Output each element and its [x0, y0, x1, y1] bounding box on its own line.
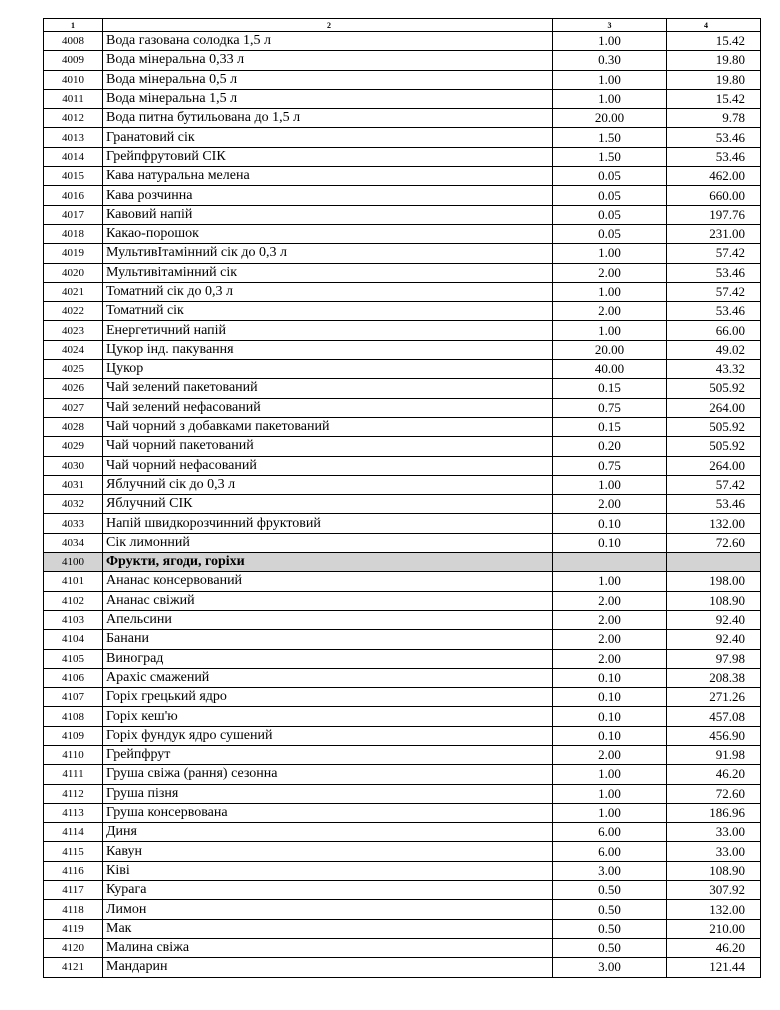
item-price-cell: 15.42 — [667, 32, 761, 51]
item-code-cell: 4109 — [44, 726, 103, 745]
table-row — [44, 745, 761, 764]
table-row — [44, 89, 761, 108]
table-row — [44, 321, 761, 340]
item-name-cell: Томатний сік — [103, 302, 553, 321]
item-quantity-cell: 1.00 — [553, 803, 667, 822]
item-price-cell: 108.90 — [667, 591, 761, 610]
item-name-cell: Грейпфрут — [103, 745, 553, 764]
item-code-cell: 4017 — [44, 205, 103, 224]
item-price-cell: 49.02 — [667, 340, 761, 359]
item-name-cell: Ананас консервований — [103, 572, 553, 591]
item-code-cell: 4105 — [44, 649, 103, 668]
item-code-cell: 4111 — [44, 765, 103, 784]
table-row — [44, 958, 761, 977]
item-name-cell: Гранатовий сік — [103, 128, 553, 147]
item-quantity-cell: 2.00 — [553, 745, 667, 764]
item-quantity-cell: 0.50 — [553, 900, 667, 919]
table-row — [44, 861, 761, 880]
item-price-cell: 53.46 — [667, 263, 761, 282]
item-name-cell: Лимон — [103, 900, 553, 919]
item-quantity-cell: 0.10 — [553, 688, 667, 707]
item-code-cell: 4101 — [44, 572, 103, 591]
table-row — [44, 649, 761, 668]
item-quantity-cell: 1.00 — [553, 89, 667, 108]
item-name-cell: Курага — [103, 881, 553, 900]
item-quantity-cell: 2.00 — [553, 495, 667, 514]
item-code-cell: 4011 — [44, 89, 103, 108]
item-code-cell: 4034 — [44, 533, 103, 552]
item-price-cell: 92.40 — [667, 630, 761, 649]
item-name-cell: Яблучний сік до 0,3 л — [103, 475, 553, 494]
table-row — [44, 340, 761, 359]
item-quantity-cell: 2.00 — [553, 263, 667, 282]
item-code-cell: 4119 — [44, 919, 103, 938]
item-name-cell: Чай чорний пакетований — [103, 437, 553, 456]
item-code-cell: 4013 — [44, 128, 103, 147]
item-code-cell: 4100 — [44, 553, 103, 572]
item-price-cell: 186.96 — [667, 803, 761, 822]
item-quantity-cell: 1.00 — [553, 475, 667, 494]
table-row — [44, 147, 761, 166]
item-quantity-cell: 0.75 — [553, 456, 667, 475]
item-name-cell: Кава натуральна мелена — [103, 167, 553, 186]
table-row — [44, 591, 761, 610]
item-code-cell: 4120 — [44, 938, 103, 957]
item-code-cell: 4032 — [44, 495, 103, 514]
table-row — [44, 842, 761, 861]
item-code-cell: 4103 — [44, 610, 103, 629]
item-name-cell: Кава розчинна — [103, 186, 553, 205]
item-code-cell: 4107 — [44, 688, 103, 707]
table-row — [44, 726, 761, 745]
table-row — [44, 224, 761, 243]
table-row — [44, 514, 761, 533]
table-row — [44, 398, 761, 417]
item-name-cell: Напій швидкорозчинний фруктовий — [103, 514, 553, 533]
item-name-cell: Грейпфрутовий СІК — [103, 147, 553, 166]
item-name-cell: Мак — [103, 919, 553, 938]
item-quantity-cell: 1.00 — [553, 70, 667, 89]
item-name-cell: Кавовий напій — [103, 205, 553, 224]
item-quantity-cell: 0.05 — [553, 224, 667, 243]
table-row — [44, 379, 761, 398]
item-price-cell: 19.80 — [667, 70, 761, 89]
item-price-cell: 121.44 — [667, 958, 761, 977]
item-quantity-cell: 3.00 — [553, 958, 667, 977]
item-name-cell: Цукор — [103, 360, 553, 379]
item-quantity-cell: 0.30 — [553, 51, 667, 70]
item-quantity-cell — [553, 553, 667, 572]
item-name-cell: Енергетичний напій — [103, 321, 553, 340]
table-row — [44, 263, 761, 282]
table-row — [44, 360, 761, 379]
item-quantity-cell: 0.15 — [553, 379, 667, 398]
item-price-cell: 72.60 — [667, 533, 761, 552]
item-price-cell: 15.42 — [667, 89, 761, 108]
item-price-cell: 505.92 — [667, 417, 761, 436]
table-row — [44, 244, 761, 263]
item-code-cell: 4022 — [44, 302, 103, 321]
item-price-cell: 132.00 — [667, 900, 761, 919]
section-header-row — [44, 553, 761, 572]
item-price-cell: 53.46 — [667, 147, 761, 166]
item-name-cell: Груша пізня — [103, 784, 553, 803]
item-code-cell: 4027 — [44, 398, 103, 417]
item-price-cell: 132.00 — [667, 514, 761, 533]
table-row — [44, 456, 761, 475]
table-row — [44, 167, 761, 186]
item-name-cell: Мультивітамінний сік — [103, 263, 553, 282]
item-price-cell: 197.76 — [667, 205, 761, 224]
item-name-cell: Виноград — [103, 649, 553, 668]
table-row — [44, 51, 761, 70]
item-quantity-cell: 0.20 — [553, 437, 667, 456]
item-code-cell: 4121 — [44, 958, 103, 977]
column-number-header-row — [44, 19, 761, 32]
item-name-cell: Вода мінеральна 0,33 л — [103, 51, 553, 70]
item-code-cell: 4114 — [44, 823, 103, 842]
item-price-cell: 91.98 — [667, 745, 761, 764]
item-price-cell: 92.40 — [667, 610, 761, 629]
item-name-cell: Томатний сік до 0,3 л — [103, 282, 553, 301]
item-quantity-cell: 0.05 — [553, 186, 667, 205]
item-code-cell: 4025 — [44, 360, 103, 379]
table-row — [44, 128, 761, 147]
item-code-cell: 4117 — [44, 881, 103, 900]
item-name-cell: Горіх фундук ядро сушений — [103, 726, 553, 745]
item-code-cell: 4026 — [44, 379, 103, 398]
item-price-cell: 53.46 — [667, 495, 761, 514]
item-price-cell: 72.60 — [667, 784, 761, 803]
item-price-cell: 505.92 — [667, 437, 761, 456]
item-price-cell: 57.42 — [667, 282, 761, 301]
table-row — [44, 900, 761, 919]
item-quantity-cell: 0.10 — [553, 707, 667, 726]
item-quantity-cell: 2.00 — [553, 591, 667, 610]
table-row — [44, 475, 761, 494]
table-row — [44, 109, 761, 128]
item-price-cell: 33.00 — [667, 823, 761, 842]
item-name-cell: Яблучний СІК — [103, 495, 553, 514]
item-name-cell: Диня — [103, 823, 553, 842]
item-quantity-cell: 0.75 — [553, 398, 667, 417]
item-code-cell: 4012 — [44, 109, 103, 128]
item-name-cell: Кавун — [103, 842, 553, 861]
item-code-cell: 4106 — [44, 668, 103, 687]
item-code-cell: 4115 — [44, 842, 103, 861]
table-row — [44, 533, 761, 552]
price-table — [43, 18, 761, 978]
item-price-cell: 505.92 — [667, 379, 761, 398]
item-quantity-cell: 2.00 — [553, 610, 667, 629]
table-row — [44, 919, 761, 938]
item-code-cell: 4015 — [44, 167, 103, 186]
item-name-cell: Вода питна бутильована до 1,5 л — [103, 109, 553, 128]
item-name-cell: Цукор інд. пакування — [103, 340, 553, 359]
table-row — [44, 803, 761, 822]
item-quantity-cell: 1.00 — [553, 784, 667, 803]
table-row — [44, 70, 761, 89]
item-name-cell: Малина свіжа — [103, 938, 553, 957]
item-price-cell: 231.00 — [667, 224, 761, 243]
item-quantity-cell: 1.00 — [553, 572, 667, 591]
table-row — [44, 495, 761, 514]
item-price-cell: 97.98 — [667, 649, 761, 668]
item-quantity-cell: 40.00 — [553, 360, 667, 379]
table-row — [44, 938, 761, 957]
item-quantity-cell: 0.10 — [553, 668, 667, 687]
item-code-cell: 4018 — [44, 224, 103, 243]
table-row — [44, 302, 761, 321]
table-row — [44, 186, 761, 205]
table-row — [44, 688, 761, 707]
item-quantity-cell: 0.10 — [553, 533, 667, 552]
item-name-cell: Апельсини — [103, 610, 553, 629]
item-quantity-cell: 1.00 — [553, 282, 667, 301]
item-price-cell: 9.78 — [667, 109, 761, 128]
item-price-cell: 46.20 — [667, 938, 761, 957]
item-code-cell: 4112 — [44, 784, 103, 803]
item-quantity-cell: 6.00 — [553, 842, 667, 861]
item-quantity-cell: 0.50 — [553, 919, 667, 938]
table-row — [44, 572, 761, 591]
item-price-cell: 210.00 — [667, 919, 761, 938]
table-row — [44, 707, 761, 726]
item-name-cell: Горіх кеш'ю — [103, 707, 553, 726]
item-price-cell: 264.00 — [667, 398, 761, 417]
table-row — [44, 881, 761, 900]
item-name-cell: Ківі — [103, 861, 553, 880]
item-quantity-cell: 2.00 — [553, 302, 667, 321]
item-code-cell: 4028 — [44, 417, 103, 436]
item-code-cell: 4014 — [44, 147, 103, 166]
item-code-cell: 4102 — [44, 591, 103, 610]
item-price-cell: 57.42 — [667, 244, 761, 263]
item-name-cell: Фрукти, ягоди, горіхи — [103, 553, 553, 572]
item-price-cell: 198.00 — [667, 572, 761, 591]
column-number-1: 1 — [44, 19, 103, 32]
column-number-4: 4 — [667, 19, 761, 32]
item-name-cell: Горіх грецький ядро — [103, 688, 553, 707]
item-price-cell: 53.46 — [667, 302, 761, 321]
table-row — [44, 823, 761, 842]
item-code-cell: 4008 — [44, 32, 103, 51]
item-code-cell: 4118 — [44, 900, 103, 919]
item-price-cell: 208.38 — [667, 668, 761, 687]
item-price-cell: 660.00 — [667, 186, 761, 205]
item-price-cell: 307.92 — [667, 881, 761, 900]
item-code-cell: 4031 — [44, 475, 103, 494]
item-name-cell: Ананас свіжий — [103, 591, 553, 610]
item-quantity-cell: 2.00 — [553, 649, 667, 668]
item-quantity-cell: 0.10 — [553, 726, 667, 745]
table-row — [44, 784, 761, 803]
item-code-cell: 4108 — [44, 707, 103, 726]
item-quantity-cell: 1.00 — [553, 321, 667, 340]
item-quantity-cell: 1.00 — [553, 32, 667, 51]
item-price-cell: 57.42 — [667, 475, 761, 494]
item-price-cell — [667, 553, 761, 572]
item-name-cell: Вода мінеральна 1,5 л — [103, 89, 553, 108]
item-price-cell: 462.00 — [667, 167, 761, 186]
table-row — [44, 437, 761, 456]
item-code-cell: 4021 — [44, 282, 103, 301]
item-quantity-cell: 20.00 — [553, 109, 667, 128]
item-price-cell: 53.46 — [667, 128, 761, 147]
item-quantity-cell: 0.10 — [553, 514, 667, 533]
item-name-cell: Чай чорний з добавками пакетований — [103, 417, 553, 436]
item-code-cell: 4104 — [44, 630, 103, 649]
item-name-cell: Вода газована солодка 1,5 л — [103, 32, 553, 51]
item-code-cell: 4116 — [44, 861, 103, 880]
column-number-3: 3 — [553, 19, 667, 32]
price-table-body — [44, 19, 761, 978]
item-code-cell: 4033 — [44, 514, 103, 533]
table-row — [44, 668, 761, 687]
table-row — [44, 610, 761, 629]
item-quantity-cell: 1.50 — [553, 128, 667, 147]
item-price-cell: 264.00 — [667, 456, 761, 475]
item-quantity-cell: 1.50 — [553, 147, 667, 166]
item-code-cell: 4016 — [44, 186, 103, 205]
item-quantity-cell: 0.50 — [553, 938, 667, 957]
item-code-cell: 4019 — [44, 244, 103, 263]
item-code-cell: 4020 — [44, 263, 103, 282]
item-price-cell: 43.32 — [667, 360, 761, 379]
item-code-cell: 4024 — [44, 340, 103, 359]
item-code-cell: 4029 — [44, 437, 103, 456]
item-code-cell: 4023 — [44, 321, 103, 340]
item-name-cell: Банани — [103, 630, 553, 649]
item-name-cell: МультивІтамінний сік до 0,3 л — [103, 244, 553, 263]
item-price-cell: 456.90 — [667, 726, 761, 745]
item-name-cell: Чай чорний нефасований — [103, 456, 553, 475]
item-price-cell: 108.90 — [667, 861, 761, 880]
table-row — [44, 205, 761, 224]
item-name-cell: Сік лимонний — [103, 533, 553, 552]
item-name-cell: Чай зелений пакетований — [103, 379, 553, 398]
item-name-cell: Арахіс смажений — [103, 668, 553, 687]
item-name-cell: Вода мінеральна 0,5 л — [103, 70, 553, 89]
item-code-cell: 4110 — [44, 745, 103, 764]
item-code-cell: 4113 — [44, 803, 103, 822]
table-row — [44, 282, 761, 301]
item-name-cell: Мандарин — [103, 958, 553, 977]
table-row — [44, 32, 761, 51]
item-quantity-cell: 0.15 — [553, 417, 667, 436]
item-quantity-cell: 3.00 — [553, 861, 667, 880]
item-price-cell: 66.00 — [667, 321, 761, 340]
column-number-2: 2 — [103, 19, 553, 32]
item-quantity-cell: 0.05 — [553, 205, 667, 224]
item-price-cell: 33.00 — [667, 842, 761, 861]
item-quantity-cell: 0.50 — [553, 881, 667, 900]
item-quantity-cell: 0.05 — [553, 167, 667, 186]
item-name-cell: Груша консервована — [103, 803, 553, 822]
item-name-cell: Груша свіжа (рання) сезонна — [103, 765, 553, 784]
item-name-cell: Какао-порошок — [103, 224, 553, 243]
item-code-cell: 4030 — [44, 456, 103, 475]
item-quantity-cell: 2.00 — [553, 630, 667, 649]
item-quantity-cell: 1.00 — [553, 765, 667, 784]
item-code-cell: 4009 — [44, 51, 103, 70]
table-row — [44, 630, 761, 649]
item-price-cell: 271.26 — [667, 688, 761, 707]
item-code-cell: 4010 — [44, 70, 103, 89]
item-quantity-cell: 1.00 — [553, 244, 667, 263]
item-quantity-cell: 6.00 — [553, 823, 667, 842]
item-price-cell: 46.20 — [667, 765, 761, 784]
item-price-cell: 19.80 — [667, 51, 761, 70]
item-quantity-cell: 20.00 — [553, 340, 667, 359]
item-price-cell: 457.08 — [667, 707, 761, 726]
table-row — [44, 765, 761, 784]
item-name-cell: Чай зелений нефасований — [103, 398, 553, 417]
table-row — [44, 417, 761, 436]
